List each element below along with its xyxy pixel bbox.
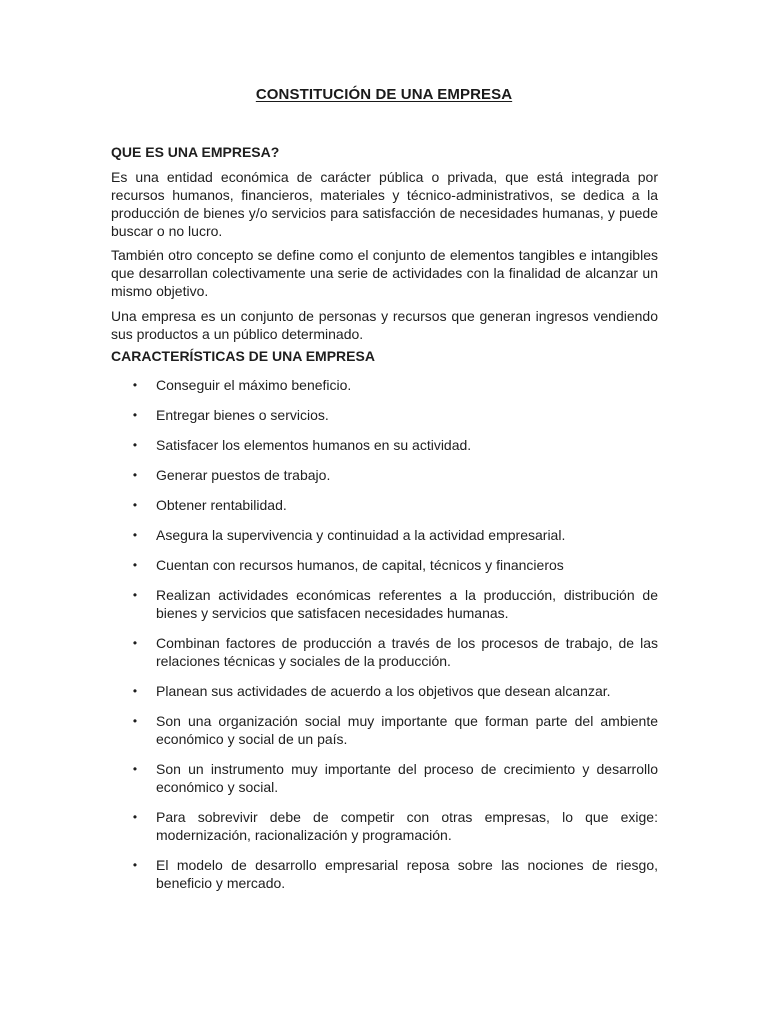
list-item xyxy=(111,808,658,844)
list-item xyxy=(111,856,658,892)
list-item-text: Son un instrumento muy importante del proceso de crecimiento y desarrollo económico y social. xyxy=(156,761,658,795)
bullet-icon: • xyxy=(132,858,138,872)
bullet-icon: • xyxy=(132,762,138,776)
list-item-text: El modelo de desarrollo empresarial reposa sobre las nociones de riesgo, beneficio y mercado. xyxy=(156,857,658,891)
bullet-icon: • xyxy=(132,714,138,728)
bullet-icon: • xyxy=(132,684,138,698)
bullet-icon: • xyxy=(132,408,138,422)
list-item-text: Obtener rentabilidad. xyxy=(156,497,287,513)
bullet-icon: • xyxy=(132,498,138,512)
paragraph-people-resources: Una empresa es un conjunto de personas y recursos que generan ingresos vendiendo sus productos a un público determinado. xyxy=(111,308,658,342)
bullet-icon: • xyxy=(132,636,138,650)
bullet-icon: • xyxy=(132,438,138,452)
document-title: CONSTITUCIÓN DE UNA EMPRESA xyxy=(255,86,513,103)
bullet-icon: • xyxy=(132,468,138,482)
list-item xyxy=(111,496,658,514)
list-item-text: Asegura la supervivencia y continuidad a la actividad empresarial. xyxy=(156,527,566,543)
list-item-text: Planean sus actividades de acuerdo a los objetivos que desean alcanzar. xyxy=(156,683,611,699)
list-item-text: Combinan factores de producción a través de los procesos de trabajo, de las relaciones técnicas y sociales de la producción. xyxy=(156,635,658,669)
characteristics-list xyxy=(111,376,658,892)
list-item xyxy=(111,436,658,454)
list-item-text: Entregar bienes o servicios. xyxy=(156,407,329,423)
list-item-text: Cuentan con recursos humanos, de capital, técnicos y financieros xyxy=(156,557,564,573)
bullet-icon: • xyxy=(132,558,138,572)
list-item xyxy=(111,634,658,670)
section-heading-que-es: QUE ES UNA EMPRESA? xyxy=(111,144,280,160)
list-item-text: Satisfacer los elementos humanos en su actividad. xyxy=(156,437,472,453)
list-item xyxy=(111,760,658,796)
list-item-text: Para sobrevivir debe de competir con otras empresas, lo que exige: modernización, racionalización y programación. xyxy=(156,809,658,843)
list-item-text: Conseguir el máximo beneficio. xyxy=(156,377,352,393)
bullet-icon: • xyxy=(132,378,138,392)
bullet-icon: • xyxy=(132,588,138,602)
document-body xyxy=(111,143,658,892)
list-item xyxy=(111,586,658,622)
bullet-icon: • xyxy=(132,810,138,824)
paragraph-definition: Es una entidad económica de carácter pública o privada, que está integrada por recursos humanos, financieros, materiales y técnico-administrativos, se dedica a la producción de bienes y/o servicios para satisfacción de necesidades humanas, y puede buscar o no lucro. xyxy=(111,169,658,239)
paragraph-concept: También otro concepto se define como el conjunto de elementos tangibles e intangibles que desarrollan colectivamente una serie de actividades con la finalidad de alcanzar un mismo objetivo. xyxy=(111,247,658,299)
list-item xyxy=(111,682,658,700)
list-item xyxy=(111,712,658,748)
list-item xyxy=(111,406,658,424)
list-item xyxy=(111,376,658,394)
list-item xyxy=(111,526,658,544)
list-item-text: Generar puestos de trabajo. xyxy=(156,467,331,483)
list-item-text: Realizan actividades económicas referentes a la producción, distribución de bienes y servicios que satisfacen necesidades humanas. xyxy=(156,587,658,621)
list-item-text: Son una organización social muy importante que forman parte del ambiente económico y social de un país. xyxy=(156,713,658,747)
list-item xyxy=(111,556,658,574)
list-item xyxy=(111,466,658,484)
section-heading-caracteristicas: CARACTERÍSTICAS DE UNA EMPRESA xyxy=(111,348,375,364)
bullet-icon: • xyxy=(132,528,138,542)
